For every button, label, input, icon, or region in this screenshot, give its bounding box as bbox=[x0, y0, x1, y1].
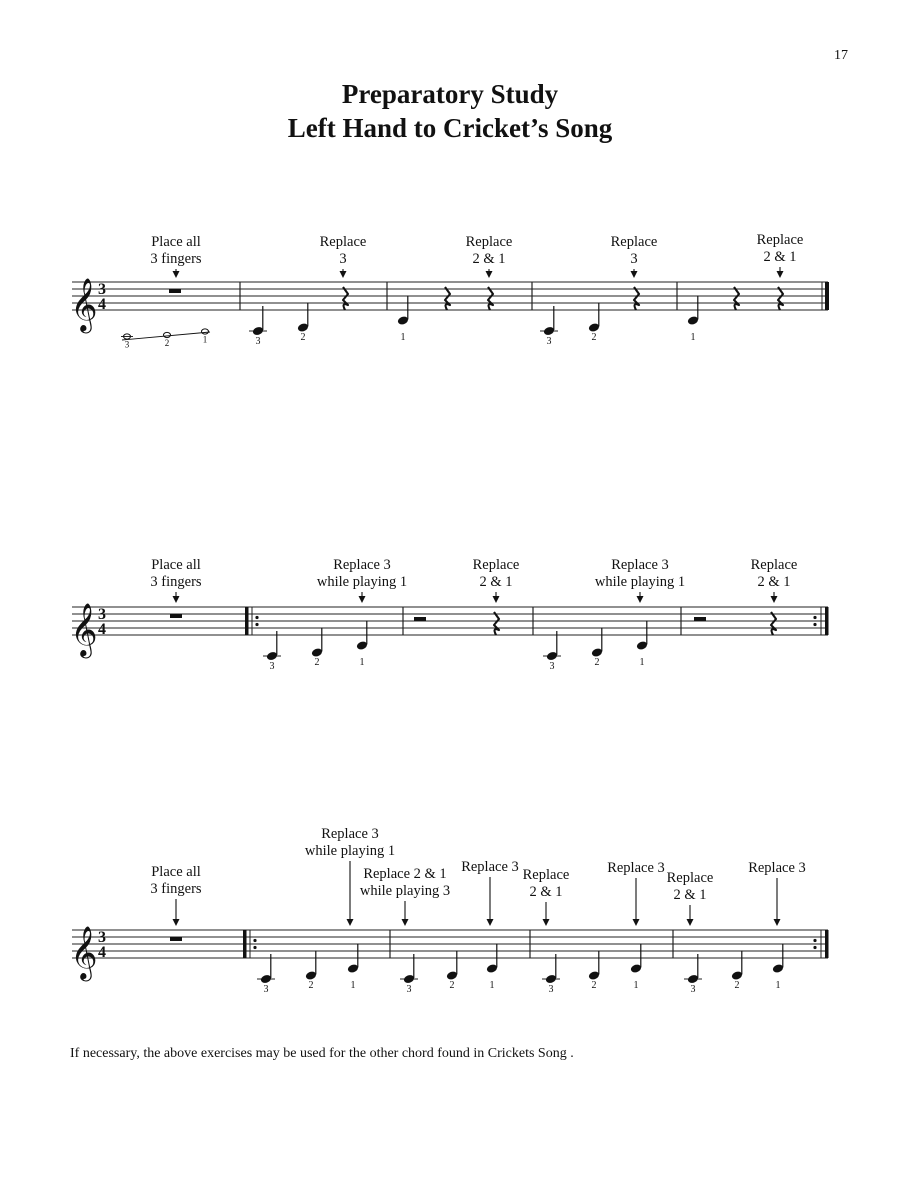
annotation-text: 2 & 1 bbox=[763, 249, 797, 265]
time-signature-top: 3 bbox=[98, 606, 106, 623]
repeat-dot bbox=[255, 623, 258, 626]
repeat-dot bbox=[813, 616, 816, 619]
fingering-number: 2 bbox=[594, 657, 600, 668]
half-rest bbox=[414, 617, 426, 621]
annotation-text: 3 fingers bbox=[150, 881, 202, 897]
repeat-start-thick bbox=[243, 930, 247, 958]
annotation-8 bbox=[748, 860, 806, 926]
annotation-text: Replace bbox=[610, 234, 658, 250]
annotation-7 bbox=[667, 870, 714, 926]
repeat-end-thick bbox=[825, 607, 829, 635]
quarter-rest bbox=[771, 612, 776, 635]
repeat-dot bbox=[253, 946, 256, 949]
arrow-down-icon bbox=[347, 919, 354, 926]
arrow-down-icon bbox=[771, 596, 778, 603]
annotation-4 bbox=[461, 859, 519, 926]
fingering-number: 3 bbox=[546, 336, 552, 347]
annotation-3 bbox=[473, 557, 520, 603]
fingering-number: 1 bbox=[202, 334, 208, 345]
fingering-number: 3 bbox=[269, 661, 275, 672]
whole-rest bbox=[170, 937, 182, 941]
whole-rest bbox=[170, 614, 182, 618]
arrow-down-icon bbox=[487, 919, 494, 926]
arrow-down-icon bbox=[173, 596, 180, 603]
page-title: Preparatory Study bbox=[341, 79, 559, 109]
annotation-text: 3 fingers bbox=[150, 251, 202, 267]
annotation-text: 2 & 1 bbox=[472, 251, 506, 267]
open-notehead bbox=[164, 332, 171, 337]
fingering-number: 1 bbox=[489, 980, 495, 991]
fingering-number: 2 bbox=[164, 338, 170, 348]
annotation-3 bbox=[360, 866, 450, 926]
annotation-text: Replace 3 bbox=[611, 557, 669, 573]
annotation-text: Replace 3 bbox=[607, 860, 665, 876]
annotation-4 bbox=[611, 234, 658, 278]
quarter-rest bbox=[488, 287, 493, 310]
fingering-number: 1 bbox=[639, 657, 645, 668]
arrow-down-icon bbox=[340, 271, 347, 278]
annotation-text: Replace bbox=[750, 557, 798, 573]
annotation-text: 3 fingers bbox=[150, 574, 202, 590]
arrow-down-icon bbox=[633, 919, 640, 926]
annotation-text: Replace 3 bbox=[321, 826, 379, 842]
arrow-down-icon bbox=[774, 919, 781, 926]
annotation-1 bbox=[150, 234, 201, 278]
annotation-text: Place all bbox=[151, 864, 201, 880]
whole-rest bbox=[169, 289, 181, 293]
fingering-number: 2 bbox=[734, 980, 740, 991]
open-notehead bbox=[202, 329, 209, 334]
fingering-number: 1 bbox=[690, 332, 696, 343]
annotation-2 bbox=[317, 557, 407, 603]
quarter-rest bbox=[494, 612, 499, 635]
repeat-dot bbox=[253, 939, 256, 942]
staff-system-2 bbox=[70, 557, 828, 672]
annotation-text: Replace bbox=[472, 557, 520, 573]
annotation-3 bbox=[466, 234, 513, 278]
quarter-rest bbox=[778, 287, 783, 310]
time-signature-top: 3 bbox=[98, 281, 106, 298]
time-signature-bottom: 4 bbox=[98, 621, 106, 638]
treble-clef-icon: 𝄞 bbox=[70, 927, 98, 978]
fingering-number: 2 bbox=[449, 980, 455, 991]
annotation-text: while playing 1 bbox=[304, 843, 396, 859]
fingering-number: 3 bbox=[548, 984, 554, 995]
fingering-number: 1 bbox=[350, 980, 356, 991]
annotation-1 bbox=[150, 557, 201, 603]
fingering-number: 2 bbox=[300, 332, 306, 343]
arrow-down-icon bbox=[359, 596, 366, 603]
time-signature-top: 3 bbox=[98, 929, 106, 946]
arrow-down-icon bbox=[402, 919, 409, 926]
treble-clef-icon: 𝄞 bbox=[70, 279, 98, 330]
annotation-5 bbox=[523, 867, 570, 926]
fingering-number: 2 bbox=[591, 332, 597, 343]
annotation-1 bbox=[150, 864, 201, 926]
annotation-4 bbox=[595, 557, 685, 603]
time-signature-bottom: 4 bbox=[98, 944, 106, 961]
arrow-down-icon bbox=[173, 271, 180, 278]
annotation-text: Replace bbox=[522, 867, 570, 883]
repeat-dot bbox=[255, 616, 258, 619]
annotation-text: Replace 3 bbox=[461, 859, 519, 875]
fingering-number: 3 bbox=[406, 984, 412, 995]
annotation-text: Place all bbox=[151, 557, 201, 573]
fingering-number: 2 bbox=[591, 980, 597, 991]
annotation-5 bbox=[757, 232, 804, 278]
final-bar-thick bbox=[825, 282, 829, 310]
fingering-number: 1 bbox=[400, 332, 406, 343]
annotation-text: while playing 1 bbox=[316, 574, 408, 590]
fingering-number: 3 bbox=[124, 339, 130, 350]
staff-system-1 bbox=[70, 232, 829, 350]
arrow-down-icon bbox=[687, 919, 694, 926]
arrow-down-icon bbox=[631, 271, 638, 278]
annotation-text: Replace 3 bbox=[748, 860, 806, 876]
annotation-text: 2 & 1 bbox=[479, 574, 513, 590]
annotation-text: Replace bbox=[666, 870, 714, 886]
fingering-number: 2 bbox=[314, 657, 320, 668]
annotation-text: Replace bbox=[465, 234, 513, 250]
fingering-number: 3 bbox=[549, 661, 555, 672]
quarter-rest bbox=[445, 287, 450, 310]
annotation-text: Replace bbox=[756, 232, 804, 248]
repeat-dot bbox=[813, 939, 816, 942]
annotation-text: 3 bbox=[339, 251, 347, 267]
repeat-end-thick bbox=[825, 930, 829, 958]
annotation-text: 2 & 1 bbox=[529, 884, 563, 900]
fingering-number: 1 bbox=[359, 657, 365, 668]
annotation-text: Place all bbox=[151, 234, 201, 250]
fingering-number: 3 bbox=[263, 984, 269, 995]
annotation-6 bbox=[607, 860, 665, 926]
annotation-text: Replace 3 bbox=[333, 557, 391, 573]
arrow-down-icon bbox=[777, 271, 784, 278]
quarter-rest bbox=[343, 287, 348, 310]
annotation-text: 2 & 1 bbox=[757, 574, 791, 590]
annotation-text: while playing 1 bbox=[594, 574, 686, 590]
repeat-dot bbox=[813, 623, 816, 626]
repeat-start-thick bbox=[245, 607, 249, 635]
arrow-down-icon bbox=[637, 596, 644, 603]
fingering-number: 1 bbox=[775, 980, 781, 991]
time-signature-bottom: 4 bbox=[98, 296, 106, 313]
annotation-5 bbox=[751, 557, 798, 603]
arrow-down-icon bbox=[493, 596, 500, 603]
annotation-text: while playing 3 bbox=[359, 883, 451, 899]
treble-clef-icon: 𝄞 bbox=[70, 604, 98, 655]
arrow-down-icon bbox=[543, 919, 550, 926]
page-subtitle: Left Hand to Cricket’s Song bbox=[287, 113, 613, 143]
footnote: If necessary, the above exercises may be used for the other chord found in Crickets Song . bbox=[70, 1046, 574, 1061]
fingering-number: 2 bbox=[308, 980, 314, 991]
half-rest bbox=[694, 617, 706, 621]
annotation-text: 3 bbox=[630, 251, 638, 267]
repeat-dot bbox=[813, 946, 816, 949]
arrow-down-icon bbox=[486, 271, 493, 278]
arrow-down-icon bbox=[173, 919, 180, 926]
fingering-number: 3 bbox=[690, 984, 696, 995]
page-number: 17 bbox=[834, 48, 848, 63]
annotation-text: Replace 2 & 1 bbox=[363, 866, 447, 882]
annotation-text: 2 & 1 bbox=[673, 887, 707, 903]
staff-system-3 bbox=[70, 826, 828, 995]
fingering-number: 1 bbox=[633, 980, 639, 991]
annotation-text: Replace bbox=[319, 234, 367, 250]
quarter-rest bbox=[634, 287, 639, 310]
fingering-number: 3 bbox=[255, 336, 261, 347]
quarter-rest bbox=[734, 287, 739, 310]
annotation-2 bbox=[320, 234, 367, 278]
